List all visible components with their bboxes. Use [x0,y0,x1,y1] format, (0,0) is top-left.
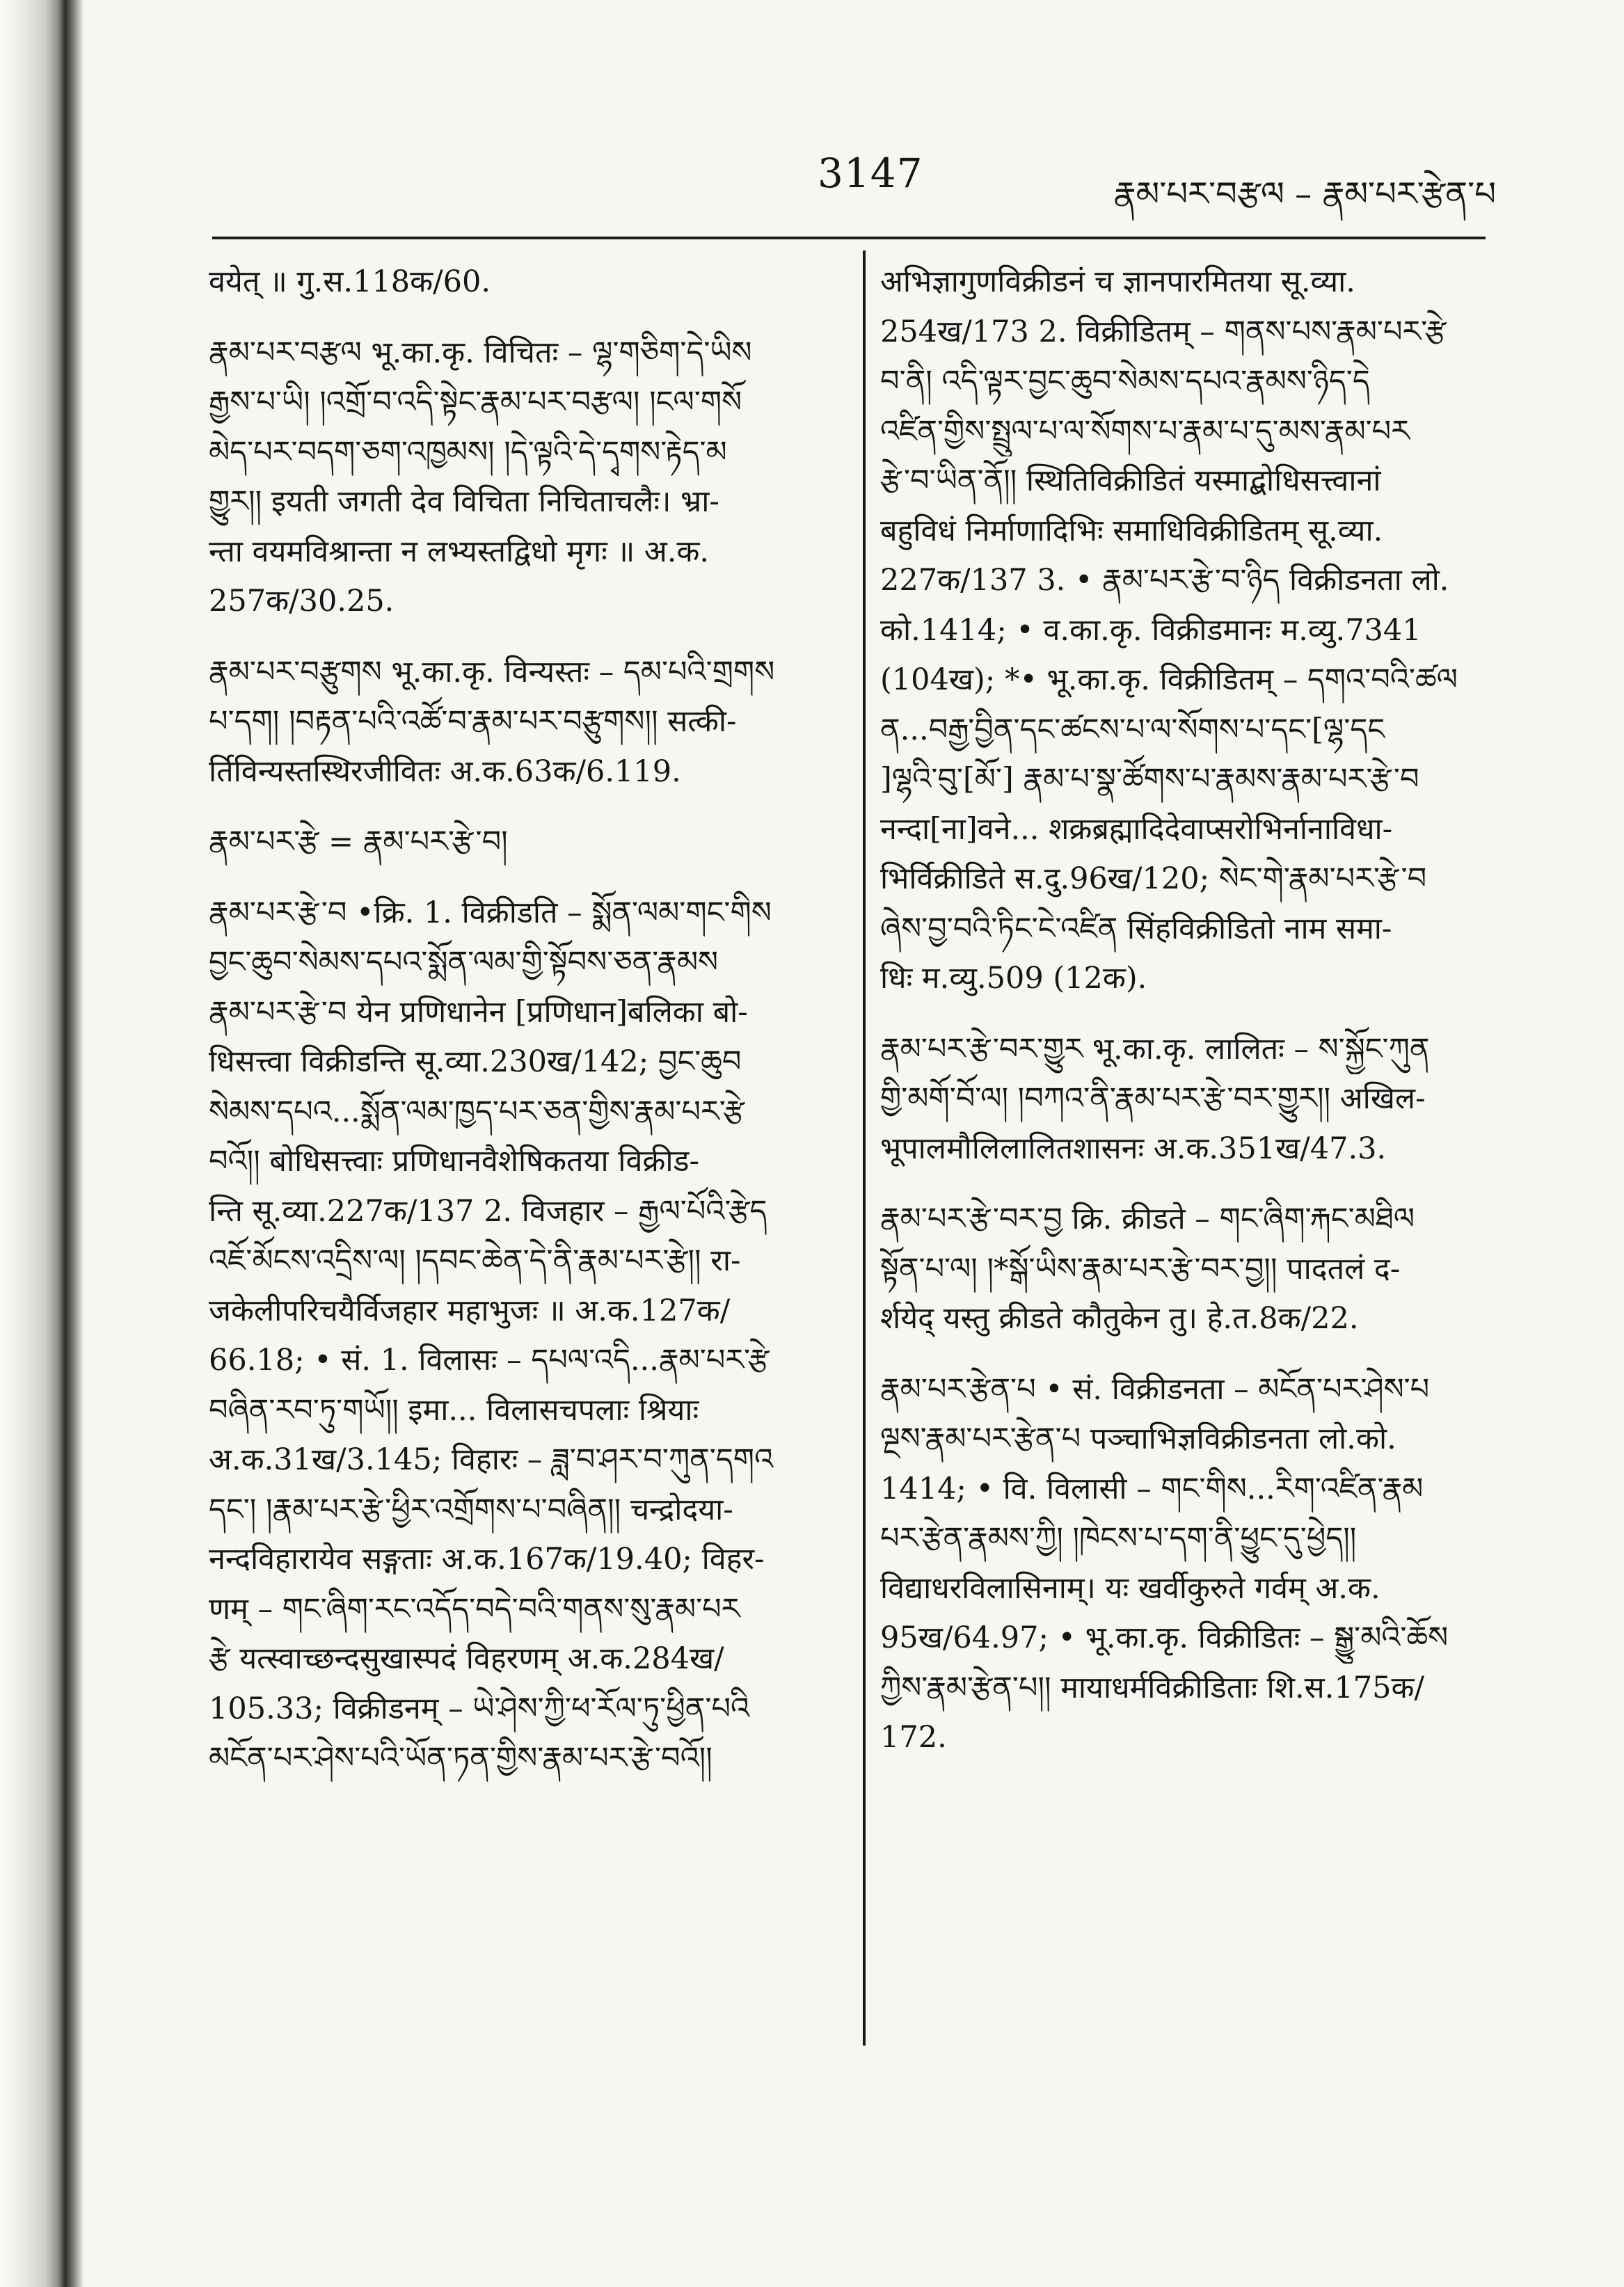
entry-line: वयेत् ॥ गु.स.118क/60. [209,264,491,299]
entry-line: ཀྱིས་རྣམ་རྩེན་པ།། मायाधर्मविक्रीडिताः शि.स.175क/ [880,1670,1425,1705]
header-rule [212,237,1486,239]
entry-line: न्ति सू.व्या.227क/137 2. विजहार – རྒྱལ་པོའི་རྩེད [209,1193,767,1229]
entry-line: དང་། །རྣམ་པར་རྩེ་ཕྱིར་འགྲོགས་པ་བཞིན།། चन्द्रोदया- [209,1492,733,1527]
entry-line: མེད་པར་བདག་ཅག་འཁྱམས། །དེ་ལྟའི་དེ་དྭགས་རྟེད་མ [209,434,727,470]
entry-line: भूपालमौलिलालितशासनः अ.क.351ख/47.3. [880,1131,1387,1166]
left-column [209,257,842,1784]
dictionary-entry [209,888,842,1784]
entry-line: རྩེ यत्स्वाच्छन्दसुखास्पदं विहरणम् अ.क.284ख/ [209,1641,724,1676]
entry-line: णम् – གང་ཞིག་རང་འདོད་བདེ་བའི་གནས་སུ་རྣམ་པར [209,1591,740,1627]
entry-line: 66.18; • सं. 1. विलासः – དཔལ་འདི...རྣམ་པར་རྩེ [209,1343,770,1378]
entry-line: རྣམ་པར་རྩེ་བར་བྱ क्रि. क्रीडते – གང་ཞིག་རྐང་མཐིལ [880,1202,1415,1236]
entry-line: རྣམ་པར་བརྩལ भू.का.कृ. विचितः – ལྷ་གཅིག་དེ་ཡིས [209,335,752,370]
page-number: 3147 [818,150,923,197]
dictionary-entry [880,1365,1506,1763]
entry-line: གྱུར།། इयती जगती देव विचिता निचिताचलैः। भ्रा- [209,484,719,519]
entry-line: 254ख/173 2. विक्रीडितम् – གནས་པས་རྣམ་པར་རྩེ [880,314,1447,349]
entry-line: 1414; • वि. विलासी – གང་གིས...རིག་འཛིན་རྣམ [880,1471,1424,1506]
entry-line: མངོན་པར་ཤེས་པའི་ཡོན་ཏན་གྱིས་རྣམ་པར་རྩེ་བའོ།། [209,1741,713,1776]
entry-line: 227क/137 3. • རྣམ་པར་རྩེ་བ་ཉིད विक्रीडनता लो. [880,563,1449,598]
column-divider [863,250,866,2046]
entry-line: འཛིན་གྱིས་སྤྲུལ་པ་ལ་སོགས་པ་རྣམ་པ་དུ་མས་རྣམ་པར [880,413,1410,449]
entry-spacer [880,1344,1506,1365]
entry-line: (104ख); *• भू.का.कृ. विक्रीडितम् – དགའ་བའི་ཚལ [880,662,1458,697]
dictionary-entry [880,257,1506,1004]
entry-line: རྒྱས་པ་ཡི། །འགྲོ་བ་འདི་སྟེང་རྣམ་པར་བརྩལ། །ངལ་གསོ [209,385,742,420]
entry-line: པ་དག། །བརྟན་པའི་འཚོ་བ་རྣམ་པར་བརྩུགས།། सत्की- [209,704,737,739]
entry-line: རྣམ་པར་བརྩུགས भू.का.कृ. विन्यस्तः – དམ་པའི་གྲགས [209,654,775,690]
entry-line: པར་རྩེན་རྣམས་ཀྱི། །ཁེངས་པ་དག་ནི་ཕྱུང་དུ་ཕྱེད།། [880,1521,1357,1556]
entry-line: र्तिविन्यस्तस्थिरजीवितः अ.क.63क/6.119. [209,754,681,789]
entry-line: རྣམ་པར་རྩེ་བར་གྱུར भू.का.कृ. लालितः – ས་སྐྱོང་ཀུན [880,1031,1430,1067]
entry-line: जकेलीपरिचयैर्विजहार महाभुजः ॥ अ.क.127क/ [209,1293,731,1328]
book-binding-edge [0,0,83,2287]
entry-line: 105.33; विक्रीडनम् – ཡེ་ཤེས་ཀྱི་ཕ་རོལ་ཏུ་ཕྱིན་པའི [209,1691,750,1726]
entry-spacer [209,308,842,328]
entry-line: བྱང་ཆུབ་སེམས་དཔའ་སྨོན་ལམ་གྱི་སྟོབས་ཅན་རྣམས [209,945,719,980]
right-column [880,257,1506,1763]
entry-line: འཇོ་མོངས་འདྲིས་ལ། །དབང་ཆེན་དེ་ནི་རྣམ་པར་རྩེ།། रा- [209,1243,741,1278]
dictionary-entry [209,257,842,308]
entry-line: 257क/30.25. [209,584,395,619]
dictionary-entry [209,648,842,797]
entry-line: རྣམ་པར་རྩེ་བ •क्रि. 1. विक्रीडति – སྨོན་ལམ་གང་གིས [209,895,772,930]
entry-line: को.1414; • व.का.कृ. विक्रीडमानः म.व्यु.7341 [880,612,1422,648]
entry-line: བའོ།། बोधिसत्त्वाः प्रणिधानवैशेषिकतया विक्रीड- [209,1144,700,1179]
entry-line: 95ख/64.97; • भू.का.कृ. विक्रीडितः – སྒྱུ་མའི་ཆོས [880,1620,1449,1655]
entry-line: नन्दविहारायेव सङ्गताः अ.क.167क/19.40; विहर- [209,1542,765,1577]
entry-line: ཞེས་བྱ་བའི་ཏིང་ངེ་འཛིན सिंहविक्रीडितो नाम समा- [880,911,1392,946]
entry-line: རྩེ་བ་ཡིན་ནོ།། स्थितिविक्रीडितं यस्माद्बोधिसत्त्वानां [880,463,1381,498]
entry-line: ན...བརྒྱ་བྱིན་དང་ཚངས་པ་ལ་སོགས་པ་དང་[ལྷ་དང [880,712,1385,747]
entry-line: र्शयेद् यस्तु क्रीडते कौतुकेन तु। हे.त.8क/22. [880,1301,1359,1336]
entry-line: ལྔས་རྣམ་པར་རྩེན་པ पञ्चाभिज्ञविक्रीडनता लो.को. [880,1421,1396,1456]
entry-line: སེམས་དཔའ...སྨོན་ལམ་ཁྱད་པར་ཅན་གྱིས་རྣམ་པར་རྩེ [209,1094,745,1129]
entry-line: རྣམ་པར་རྩེ = རྣམ་པར་རྩེ་བ། [209,824,508,859]
dictionary-entry [880,1195,1506,1344]
entry-line: སྟོན་པ་ལ། །*སྒོ་ཡིས་རྣམ་པར་རྩེ་བར་བྱ།། पादतलं द- [880,1251,1401,1286]
entry-line: धिसत्त्वा विक्रीडन्ति सू.व्या.230ख/142; བྱང་ཆུབ [209,1044,742,1079]
entry-line: धिः म.व्यु.509 (12क). [880,961,1147,996]
entry-line: न्ता वयमविश्रान्ता न लभ्यस्तद्विधो मृगः ॥ अ.क. [209,534,710,569]
entry-line: नन्दा[ना]वने... शक्रब्रह्मादिदेवाप्सरोभिर्नानाविधा- [880,811,1393,847]
entry-line: अ.क.31ख/3.145; विहारः – ཟླ་བ་ཤར་བ་ཀུན་དགའ [209,1442,774,1477]
entry-spacer [880,1174,1506,1195]
entry-line: རྣམ་པར་རྩེན་པ • सं. विक्रीडनता – མངོན་པར་ཤེས་པ [880,1371,1430,1407]
entry-line: अभिज्ञागुणविक्रीडनं च ज्ञानपारमितया सू.व्या. [880,264,1355,299]
dictionary-entry [209,328,842,627]
entry-spacer [880,1004,1506,1025]
entry-line: བ་ནི། འདི་ལྟར་བྱང་ཆུབ་སེམས་དཔའ་རྣམས་ཉིད་དེ [880,364,1370,399]
entry-line: རྣམ་པར་རྩེ་བ येन प्रणिधानेन [प्रणिधान]बलिका बो- [209,994,748,1030]
dictionary-entry [209,818,842,868]
entry-spacer [209,868,842,888]
entry-line: གྱི་མགོ་བོ་ལ། །བཀའ་ནི་རྣམ་པར་རྩེ་བར་གྱུར།། अखिल- [880,1081,1426,1116]
entry-spacer [209,797,842,818]
dictionary-entry [880,1025,1506,1174]
entry-spacer [209,627,842,648]
entry-line: 172. [880,1720,947,1755]
entry-line: ]ལྷའི་བུ་[མོ་] རྣམ་པ་སྣ་ཚོགས་པ་རྣམས་རྣམ་པར་རྩེ་བ [880,762,1419,797]
entry-line: བཞིན་རབ་ཏུ་གཡོ།། इमा... विलासचपलाः श्रियाः [209,1392,699,1428]
running-head: རྣམ་པར་བརྩལ – རྣམ་པར་རྩེན་པ [1113,175,1496,214]
entry-line: भिर्विक्रीडिते स.दु.96ख/120; སེང་གེ་རྣམ་པར་རྩེ་བ [880,861,1427,896]
entry-line: बहुविधं निर्माणादिभिः समाधिविक्रीडितम् सू.व्या. [880,513,1383,548]
entry-line: विद्याधरविलासिनाम्। यः खर्वीकुरुते गर्वम् अ.क. [880,1570,1380,1606]
